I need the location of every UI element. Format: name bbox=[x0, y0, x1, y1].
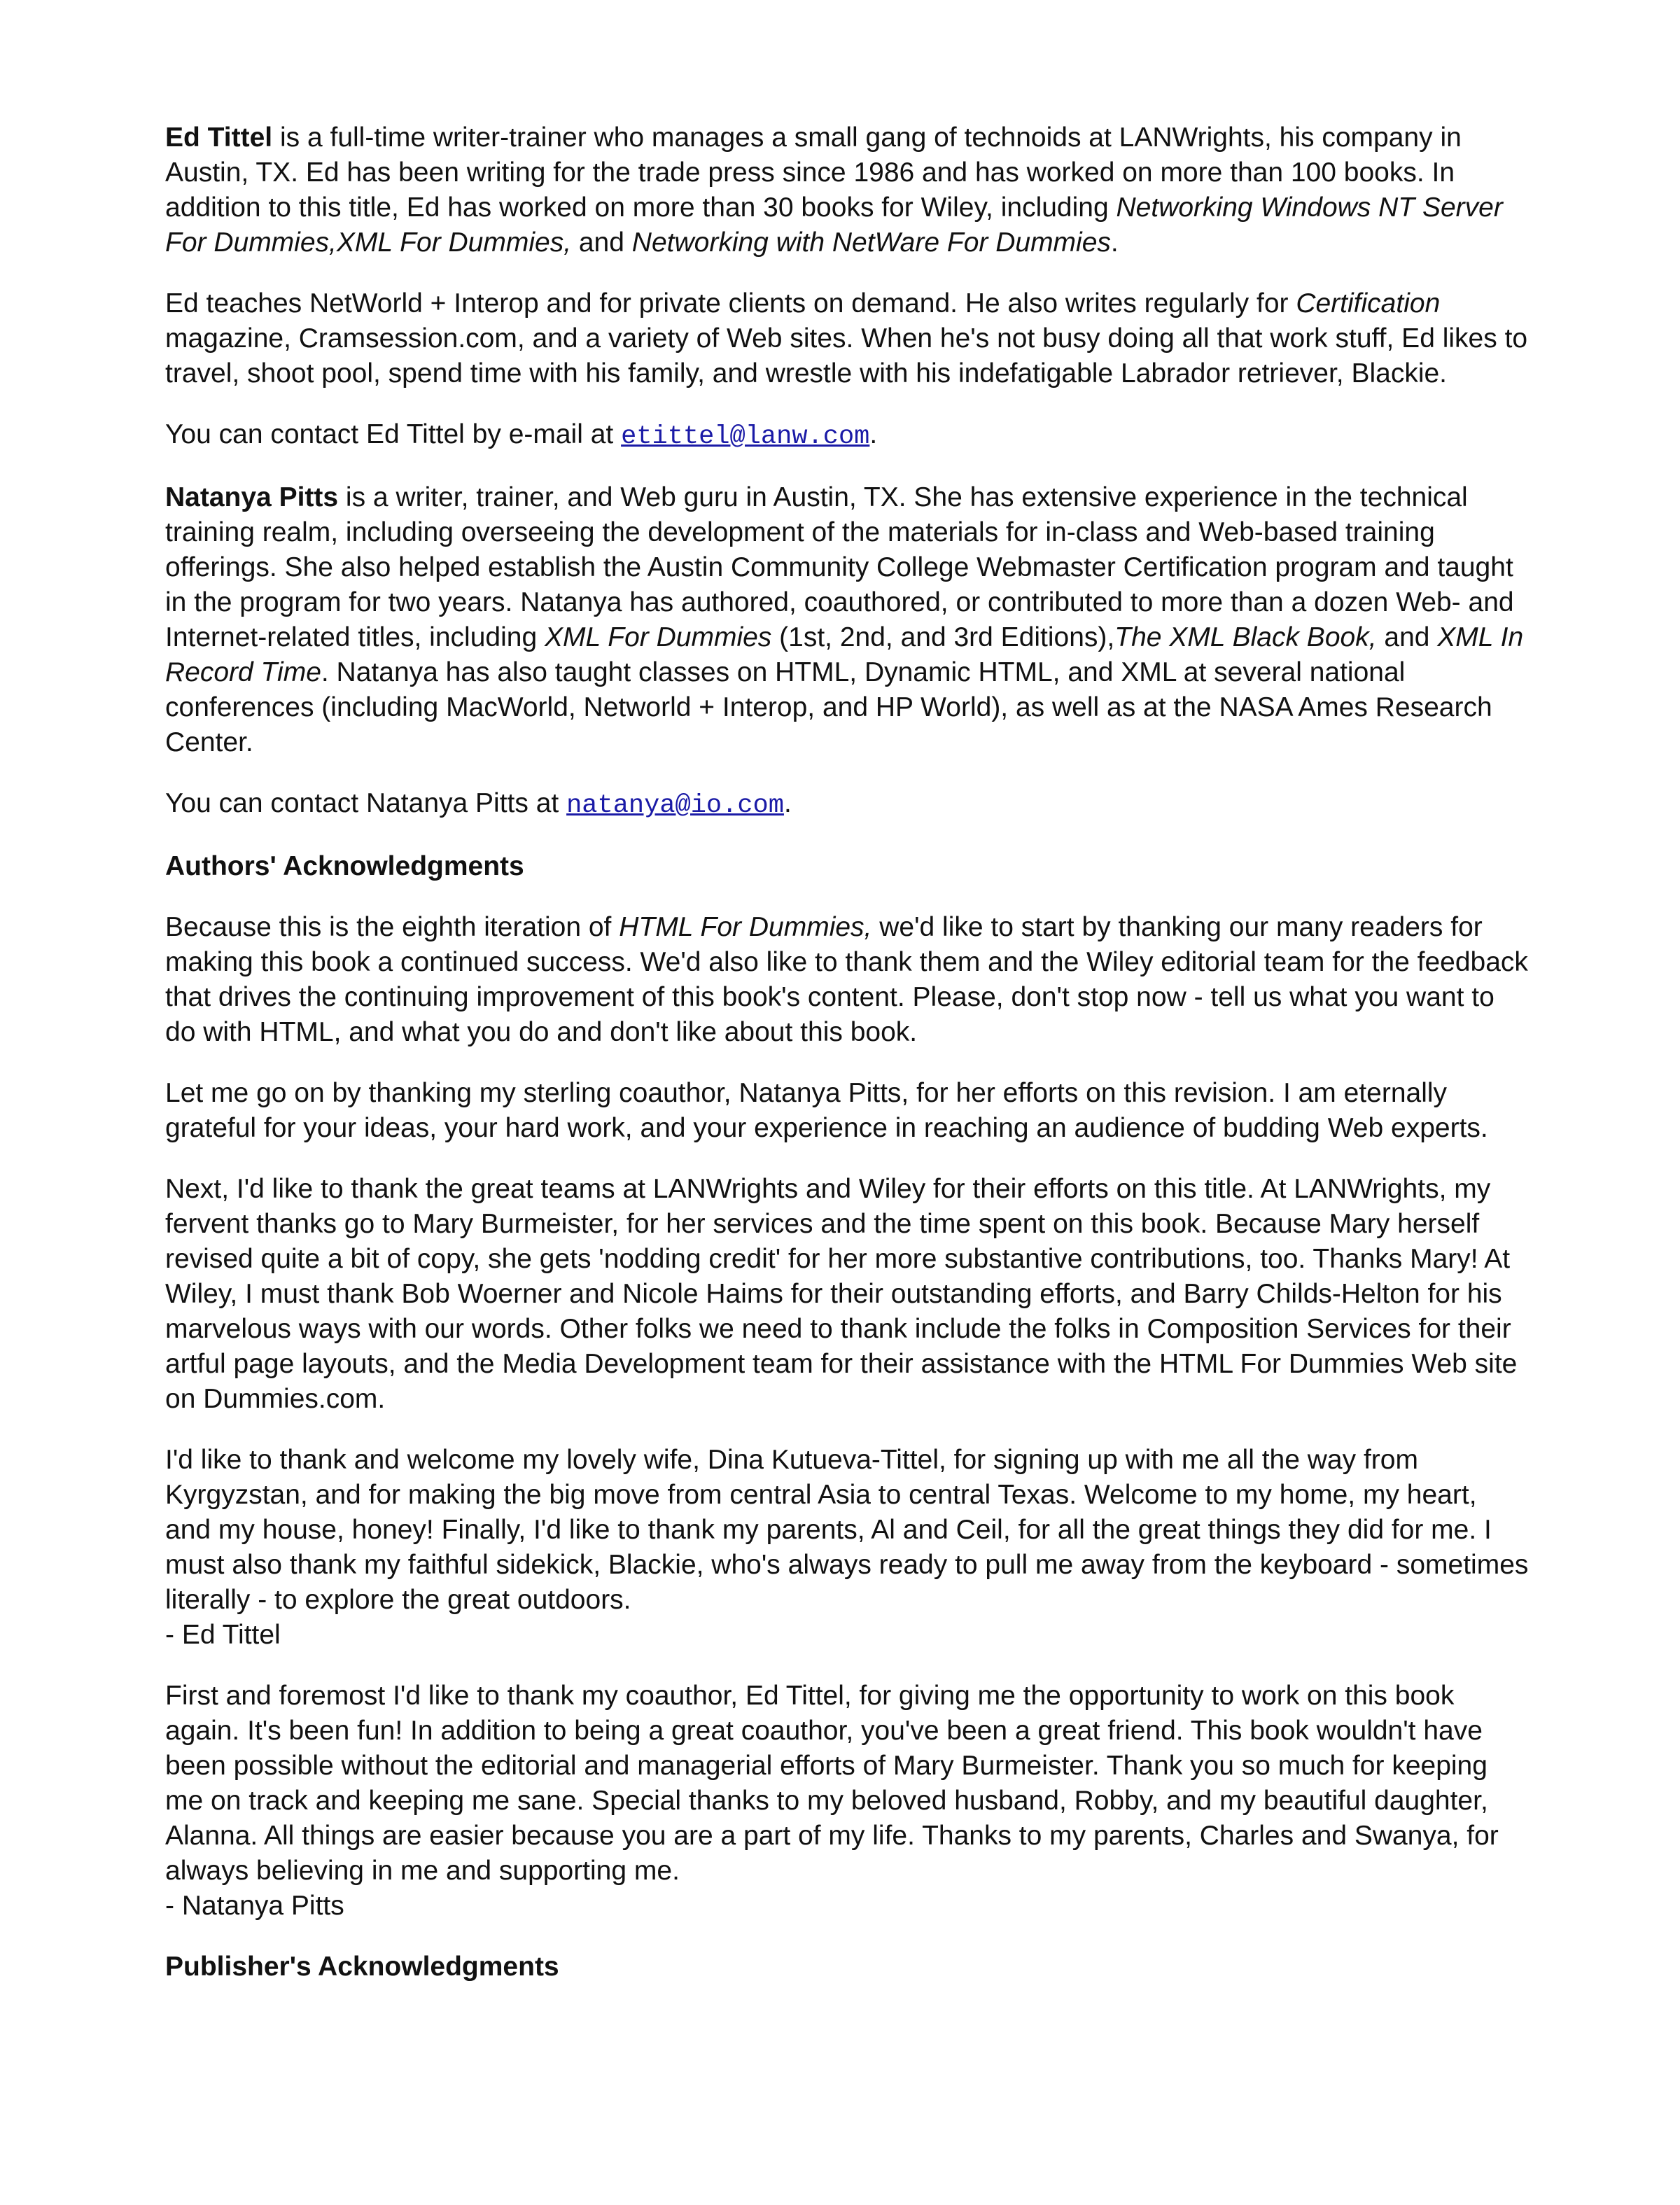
bio-ed-paragraph-2: Ed teaches NetWorld + Interop and for private clients on demand. He also writes regularly for Certification magazine, Cramsession.com, and a variety of Web sites. When he's not busy doing all that work stuff, Ed likes to travel, shoot pool, spend time with his family, and wrestle with his indefatigable Labrador retriever, Blackie. bbox=[165, 288, 1528, 388]
bio-natanya-paragraph: Natanya Pitts is a writer, trainer, and Web guru in Austin, TX. She has extensive experience in the technical training realm, including overseeing the development of the materials for in-class and Web-based training offerings. She also helped establish the Austin Community College Webmaster Certification program and taught in the program for two years. Natanya has authored, coauthored, or contributed to more than a dozen Web- and Internet-related titles, including XML For Dummies (1st, 2nd, and 3rd Editions),The XML Black Book, and XML In Record Time. Natanya has also taught classes on HTML, Dynamic HTML, and XML at several national conferences (including MacWorld, Networld + Interop, and HP World), as well as at the NASA Ames Research Center. bbox=[165, 482, 1524, 757]
book-title: Networking with NetWare For Dummies bbox=[631, 227, 1111, 258]
publishers-acknowledgments-heading: Publisher's Acknowledgments bbox=[165, 1952, 559, 1982]
email-link-natanya[interactable]: natanya@io.com bbox=[566, 791, 784, 820]
magazine-title: Certification bbox=[1296, 288, 1441, 318]
document-page bbox=[165, 120, 1529, 2010]
author-name-natanya: Natanya Pitts bbox=[165, 482, 339, 512]
acknowledgment-paragraph-1: Because this is the eighth iteration of HTML For Dummies, we'd like to start by thanking our many readers for making this book a continued success. We'd also like to thank them and the Wiley editorial team for the feedback that drives the continuing improvement of this book's content. Please, don't stop now - tell us what you want to do with HTML, and what you do and don't like about this book. bbox=[165, 912, 1528, 1047]
book-title: XML In Record Time bbox=[165, 622, 1524, 687]
signature-ed: - Ed Tittel bbox=[165, 1620, 281, 1650]
acknowledgment-paragraph-2: Let me go on by thanking my sterling coauthor, Natanya Pitts, for her efforts on this revision. I am eternally grateful for your ideas, your hard work, and your experience in reaching an audience of budding Web experts. bbox=[165, 1078, 1488, 1143]
authors-acknowledgments-heading: Authors' Acknowledgments bbox=[165, 851, 524, 881]
contact-natanya-paragraph: You can contact Natanya Pitts at natanya@io.com. bbox=[165, 788, 792, 820]
acknowledgment-paragraph-3: Next, I'd like to thank the great teams at LANWrights and Wiley for their efforts on this title. At LANWrights, my fervent thanks go to Mary Burmeister, for her services and the time spent on this book. Because Mary herself revised quite a bit of copy, she gets 'nodding credit' for her more substantive contributions, too. Thanks Mary! At Wiley, I must thank Bob Woerner and Nicole Haims for their outstanding efforts, and Barry Childs-Helton for his marvelous ways with our words. Other folks we need to thank include the folks in Composition Services for their artful page layouts, and the Media Development team for their assistance with the HTML For Dummies Web site on Dummies.com. bbox=[165, 1174, 1518, 1414]
contact-ed-paragraph: You can contact Ed Tittel by e-mail at etittel@lanw.com. bbox=[165, 419, 878, 451]
author-name-ed: Ed Tittel bbox=[165, 122, 273, 153]
bio-ed-paragraph: Ed Tittel is a full-time writer-trainer who manages a small gang of technoids at LANWrights, his company in Austin, TX. Ed has been writing for the trade press since 1986 and has worked on more than 100 books. In addition to this title, Ed has worked on more than 30 books for Wiley, including Networking Windows NT Server For Dummies,XML For Dummies, and Networking with NetWare For Dummies. bbox=[165, 122, 1503, 258]
book-title: The XML Black Book, bbox=[1114, 622, 1377, 652]
book-title: HTML For Dummies, bbox=[619, 912, 872, 942]
book-title: Networking Windows NT Server For Dummies,XML For Dummies, bbox=[165, 192, 1503, 258]
email-link-ed[interactable]: etittel@lanw.com bbox=[621, 422, 870, 451]
acknowledgment-paragraph-5: First and foremost I'd like to thank my coauthor, Ed Tittel, for giving me the opportunity to work on this book again. It's been fun! In addition to being a great coauthor, you've been a great friend. This book wouldn't have been possible without the editorial and managerial efforts of Mary Burmeister. Thank you so much for keeping me on track and keeping me sane. Special thanks to my beloved husband, Robby, and my beautiful daughter, Alanna. All things are easier because you are a part of my life. Thanks to my parents, Charles and Swanya, for always believing in me and supporting me. - Natanya Pitts bbox=[165, 1681, 1499, 1921]
signature-natanya: - Natanya Pitts bbox=[165, 1891, 344, 1921]
acknowledgment-paragraph-4: I'd like to thank and welcome my lovely wife, Dina Kutueva-Tittel, for signing up with me all the way from Kyrgyzstan, and for making the big move from central Asia to central Texas. Welcome to my home, my heart, and my house, honey! Finally, I'd like to thank my parents, Al and Ceil, for all the great things they did for me. I must also thank my faithful sidekick, Blackie, who's always ready to pull me away from the keyboard - sometimes literally - to explore the great outdoors. - Ed Tittel bbox=[165, 1445, 1529, 1650]
book-title: XML For Dummies bbox=[544, 622, 772, 652]
